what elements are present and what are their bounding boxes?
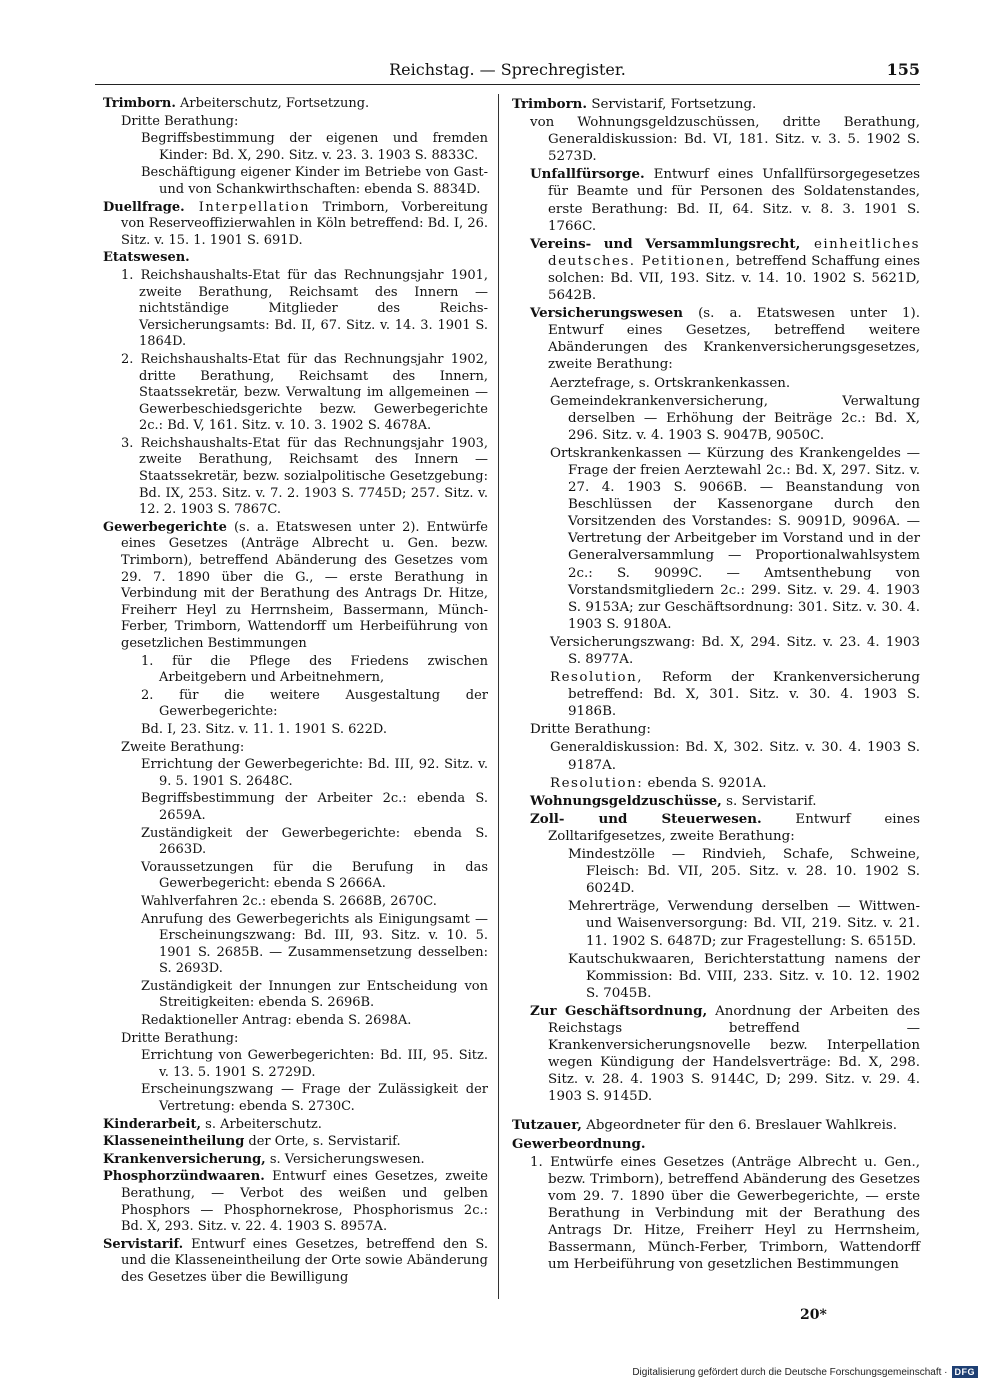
- register-entry: [512, 669, 920, 720]
- register-entry: [103, 722, 488, 739]
- entry-text: ebenda S. 9201A.: [643, 775, 767, 791]
- register-entry: [512, 1136, 920, 1153]
- register-entry: [103, 740, 488, 757]
- register-entry: [103, 979, 488, 1012]
- page-header: [95, 58, 920, 85]
- entry-keyword: Klasseneintheilung: [103, 1134, 245, 1150]
- entry-keyword: Krankenversicherung,: [103, 1151, 266, 1167]
- entry-text: 1. Entwürfe eines Gesetzes (Anträge Albrecht u. Gen., bezw. Trimborn), betreffend Abänderung des Gesetzes vom 29. 7. 1890 über die Gewerbegerichte, — erste Berathung in Verbindung mit der Berathung des Antrags Dr. Hitze, Freiherr Heyl zu Herrnsheim, Bassermann, Münch-Ferber, Trimborn, Wattendorff um Herbeiführung von gesetzlichen Bestimmungen: [530, 1154, 920, 1273]
- entry-text: einheitliches deutsches. Petitionen,: [548, 236, 920, 269]
- right-column: [512, 96, 920, 1274]
- entry-keyword: Trimborn.: [103, 96, 176, 111]
- entry-text: Gemeindekrankenversicherung, Verwaltung derselben — Erhöhung der Beiträge 2c.: Bd. X, 296. Sitz. v. 4. 1903 S. 9047B, 9050C.: [550, 393, 920, 443]
- register-entry: [103, 826, 488, 859]
- entry-keyword: Unfallfürsorge.: [530, 166, 645, 183]
- entry-text: Dritte Berathung:: [530, 722, 651, 738]
- entry-keyword: Vereins- und Versammlungsrecht,: [530, 235, 801, 252]
- register-entry: [103, 268, 488, 351]
- register-entry: [103, 791, 488, 824]
- entry-text: Ortskrankenkassen — Kürzung des Krankengeldes — Frage der freien Aerztewahl 2c.: Bd. X, 297. Sitz. v. 27. 4. 1903 S. 9066B. — Beanstandung von Beschlüssen der Kassenorgane durch den Vorsitzenden des Vorstandes: S. 9091D, 9096A. — Vertretung der Arbeitgeber im Vorstand und in der Generalversammlung — Proportionalwahlsystem 2c.: S. 9099C. — Amtsenthebung von Vorstandsmitgliedern 2c.: 299. Sitz. v. 29. 4. 1903 S. 9153A; zur Geschäftsordnung: 301. Sitz. v. 30. 4. 1903 S. 9180A.: [550, 445, 920, 632]
- register-entry: [512, 793, 920, 810]
- entry-text: Zuständigkeit der Gewerbegerichte: ebenda S. 2663D.: [141, 825, 488, 858]
- entry-text: Kautschukwaaren, Berichterstattung namens der Kommission: Bd. VIII, 233. Sitz. v. 10. 12. 1902 S. 7045B.: [568, 951, 920, 1001]
- entry-text: Entwurf eines Zolltarifgesetzes, zweite Berathung:: [548, 811, 920, 844]
- entry-text: Trimborn, Vorbereitung von Reserveoffizierwahlen in Köln betreffend: Bd. I, 26. Sitz. v. 15. 1. 1901 S. 691D.: [121, 199, 488, 248]
- entry-text: Anordnung der Arbeiten des Reichstags betreffend — Krankenversicherungsnovelle bezw. Interpellation wegen Kündigung der Handelsverträge: Bd. X, 298. Sitz. v. 28. 4. 1903 S. 9144C, D; 299. Sitz. v. 29. 4. 1903 S. 9145D.: [548, 1003, 920, 1105]
- entry-text: Voraussetzungen für die Berufung in das Gewerbegericht: ebenda S 2666A.: [141, 859, 488, 892]
- register-entry: [512, 96, 920, 113]
- entry-text: Interpellation: [184, 199, 310, 215]
- running-title: Reichstag. — Sprechregister.: [389, 60, 626, 79]
- register-entry: [512, 1154, 920, 1274]
- register-entry: [103, 1048, 488, 1081]
- entry-keyword: Phosphorzündwaaren.: [103, 1169, 265, 1185]
- entry-keyword: Gewerbegerichte: [103, 519, 227, 535]
- entry-text: (s. a. Etatswesen unter 1). Entwurf eines Gesetzes, betreffend weitere Abänderungen des Krankenversicherungsgesetzes, zweite Berathung:: [548, 306, 920, 373]
- register-entry: [512, 375, 920, 392]
- entry-text: Dritte Berathung:: [121, 1030, 239, 1046]
- entry-text: von Wohnungsgeldzuschüssen, dritte Berathung, Generaldiskussion: Bd. VI, 181. Sitz. v. 3. 5. 1902 S. 5273D.: [530, 115, 920, 165]
- entry-keyword: Etatswesen.: [103, 250, 190, 266]
- entry-text: 1. Reichshaushalts-Etat für das Rechnungsjahr 1901, zweite Berathung, Reichsamt des Innern — nichtständige Mitglieder des Reichs-Versicherungsamts: Bd. II, 67. Sitz. v. 14. 3. 1901 S. 1864D.: [121, 267, 488, 350]
- register-entry: [512, 166, 920, 234]
- entry-text: 3. Reichshaushalts-Etat für das Rechnungsjahr 1903, zweite Berathung, Reichsamt des Innern — Staatssekretär, bezw. sozialpolitische Gesetzgebung: Bd. IX, 253. Sitz. v. 7. 2. 1903 S. 7745D; 257. Sitz. v. 12. 2. 1903 S. 7867C.: [121, 435, 488, 518]
- footer-text: Digitalisierung gefördert durch die Deutsche Forschungsgemeinschaft ·: [632, 1366, 948, 1378]
- entry-text: Entwurf eines Gesetzes, zweite Berathung, — Verbot des weißen und gelben Phosphors — Phosphornekrose, Phosphorismus 2c.: Bd. X, 293. Sitz. v. 22. 4. 1903 S. 8957A.: [121, 1169, 488, 1235]
- register-entry: [512, 721, 920, 738]
- register-entry: [103, 1237, 488, 1287]
- register-entry: [103, 1013, 488, 1030]
- register-entry: [512, 739, 920, 773]
- entry-text: s. Servistarif.: [721, 793, 817, 809]
- register-entry: [512, 1003, 920, 1106]
- register-entry: [512, 898, 920, 949]
- entry-text: s. Versicherungswesen.: [265, 1151, 425, 1167]
- register-entry: [103, 1082, 488, 1115]
- entry-text: Resolution:: [550, 775, 644, 791]
- entry-keyword: Trimborn.: [512, 96, 588, 112]
- entry-text: 2. Reichshaushalts-Etat für das Rechnungsjahr 1902, dritte Berathung, Reichsamt des Innern, Staatssekretär, bezw. Verwaltung im allgemeinen — Gewerbeschiedsgerichte bezw. Gewerbegerichte 2c.: Bd. V, 161. Sitz. v. 10. 3. 1902 S. 4678A.: [121, 351, 488, 434]
- register-entry: [103, 1134, 488, 1151]
- left-column: [103, 96, 488, 1288]
- register-entry: [103, 131, 488, 164]
- entry-text: der Orte, s. Servistarif.: [244, 1134, 401, 1150]
- entry-keyword: Wohnungsgeldzuschüsse,: [530, 792, 722, 809]
- register-entry: [512, 305, 920, 373]
- register-entry: [512, 775, 920, 792]
- entry-text: s. Arbeiterschutz.: [201, 1116, 322, 1132]
- entry-text: Begriffsbestimmung der Arbeiter 2c.: ebenda S. 2659A.: [141, 791, 488, 823]
- entry-text: Dritte Berathung:: [121, 113, 239, 129]
- register-entry: [103, 688, 488, 721]
- entry-text: Begriffsbestimmung der eigenen und fremden Kinder: Bd. X, 290. Sitz. v. 23. 3. 1903 S. 8833C.: [141, 131, 488, 163]
- dfg-logo: DFG: [952, 1366, 979, 1378]
- register-entry: [103, 894, 488, 911]
- register-entry: [103, 96, 488, 113]
- entry-text: Anrufung des Gewerbegerichts als Einigungsamt — Erscheinungszwang: Bd. III, 93. Sitz. v. 10. 5. 1901 S. 2685B. — Zusammensetzung desselben: S. 2693D.: [141, 911, 488, 977]
- register-entry: [103, 654, 488, 687]
- entry-text: Errichtung von Gewerbegerichten: Bd. III, 95. Sitz. v. 13. 5. 1901 S. 2729D.: [141, 1048, 488, 1080]
- entry-keyword: Zoll- und Steuerwesen.: [530, 810, 762, 827]
- register-entry: [512, 1106, 920, 1116]
- register-entry: [103, 757, 488, 790]
- entry-text: Wahlverfahren 2c.: ebenda S. 2668B, 2670C.: [141, 893, 437, 909]
- entry-text: Arbeiterschutz, Fortsetzung.: [175, 96, 370, 111]
- entry-text: Zuständigkeit der Innungen zur Entscheidung von Streitigkeiten: ebenda S. 2696B.: [141, 978, 488, 1011]
- entry-keyword: Kinderarbeit,: [103, 1116, 202, 1132]
- register-entry: [512, 846, 920, 897]
- register-entry: [103, 114, 488, 131]
- entry-text: betreffend Schaffung eines solchen: Bd. VII, 193. Sitz. v. 14. 10. 1902 S. 5621D, 5642B.: [548, 253, 920, 304]
- register-entry: [103, 165, 488, 198]
- entry-text: (s. a. Etatswesen unter 2). Entwürfe eines Gesetzes (Anträge Albrecht u. Gen. bezw. Trimborn), betreffend Abänderung des Gesetzes vom 29. 7. 1890 über die G., — erste Berathung in Verbindung mit der Berathung des Antrags Dr. Hitze, Freiherr Heyl zu Herrnsheim, Bassermann, Münch-Ferber, Trimborn, Wattendorff um Herbeiführung von gesetzlichen Bestimmungen: [121, 519, 488, 651]
- entry-text: Entwurf eines Gesetzes, betreffend den S. und die Klasseneintheilung der Orte sowie Abänderung des Gesetzes über die Bewilligung: [121, 1236, 488, 1285]
- register-entry: [512, 951, 920, 1002]
- entry-text: Servistarif, Fortsetzung.: [587, 97, 757, 112]
- entry-text: Errichtung der Gewerbegerichte: Bd. III, 92. Sitz. v. 9. 5. 1901 S. 2648C.: [141, 757, 488, 789]
- entry-text: Bd. I, 23. Sitz. v. 11. 1. 1901 S. 622D.: [141, 721, 387, 737]
- entry-text: Entwurf eines Unfallfürsorgegesetzes für Beamte und für Personen des Soldatenstandes, erste Berathung: Bd. II, 64. Sitz. v. 8. 3. 1901 S. 1766C.: [548, 167, 920, 234]
- register-entry: [103, 1117, 488, 1134]
- entry-text: Versicherungszwang: Bd. X, 294. Sitz. v. 23. 4. 1903 S. 8977A.: [550, 634, 920, 667]
- entry-keyword: Servistarif.: [103, 1236, 184, 1252]
- register-entry: [512, 445, 920, 633]
- register-entry: [512, 393, 920, 444]
- register-entry: [103, 352, 488, 435]
- entry-text: Generaldiskussion: Bd. X, 302. Sitz. v. 30. 4. 1903 S. 9187A.: [550, 740, 920, 773]
- register-entry: [512, 1117, 920, 1134]
- register-entry: [512, 236, 920, 304]
- entry-text: Redaktioneller Antrag: ebenda S. 2698A.: [141, 1013, 412, 1029]
- column-divider: [498, 94, 499, 1299]
- entry-text: Resolution,: [550, 670, 643, 686]
- entry-text: Abgeordneter für den 6. Breslauer Wahlkreis.: [581, 1118, 897, 1134]
- page-number: 155: [886, 60, 920, 79]
- register-entry: [103, 1169, 488, 1235]
- footer: [632, 1366, 978, 1378]
- entry-text: Erscheinungszwang — Frage der Zulässigkeit der Vertretung: ebenda S. 2730C.: [141, 1082, 488, 1115]
- register-entry: [512, 634, 920, 668]
- entry-text: Mindestzölle — Rindvieh, Schafe, Schweine, Fleisch: Bd. VII, 205. Sitz. v. 28. 10. 1902 S. 6024D.: [568, 847, 920, 897]
- register-entry: [103, 1152, 488, 1169]
- entry-text: Reform der Krankenversicherung betreffend: Bd. X, 301. Sitz. v. 30. 4. 1903 S. 9186B.: [568, 670, 920, 720]
- register-entry: [103, 860, 488, 893]
- entry-text: Mehrerträge, Verwendung derselben — Wittwen- und Waisenversorgung: Bd. VII, 219. Sitz. v. 21. 11. 1902 S. 6487D; zur Fragestellung: S. 6515D.: [568, 899, 920, 949]
- register-entry: [103, 200, 488, 250]
- register-entry: [103, 436, 488, 519]
- register-entry: [512, 114, 920, 165]
- entry-keyword: Versicherungswesen: [530, 305, 684, 322]
- entry-text: 1. für die Pflege des Friedens zwischen Arbeitgebern und Arbeitnehmern,: [141, 653, 488, 686]
- entry-keyword: Gewerbeordnung.: [512, 1135, 646, 1152]
- entry-keyword: Zur Geschäftsordnung,: [530, 1002, 708, 1019]
- register-entry: [103, 250, 488, 267]
- entry-text: Aerztefrage, s. Ortskrankenkassen.: [550, 375, 791, 391]
- entry-keyword: Duellfrage.: [103, 199, 185, 215]
- entry-text: 2. für die weitere Ausgestaltung der Gewerbegerichte:: [141, 687, 488, 720]
- register-entry: [103, 1031, 488, 1048]
- register-entry: [103, 912, 488, 978]
- entry-text: Zweite Berathung:: [121, 739, 245, 755]
- entry-keyword: Tutzauer,: [512, 1117, 582, 1134]
- entry-text: Beschäftigung eigener Kinder im Betriebe von Gast- und von Schankwirthschaften: ebenda S. 8834D.: [141, 165, 488, 197]
- register-entry: [103, 520, 488, 653]
- register-entry: [512, 811, 920, 845]
- signature-mark: 20*: [800, 1307, 827, 1323]
